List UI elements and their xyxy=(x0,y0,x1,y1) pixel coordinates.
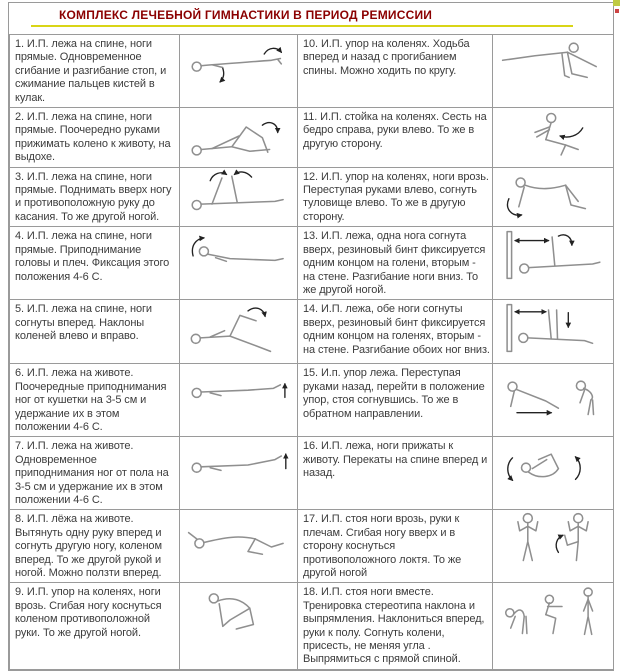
table-row xyxy=(10,35,614,108)
all-fours-side-bend-icon xyxy=(497,169,609,223)
exercise-9-text: 9. И.П. упор на коленях, ноги врозь. Сгибая ногу коснуться коленом противоположной руки. То же другой ногой. xyxy=(10,583,180,669)
exercise-8-text: 8. И.П. лёжа на животе. Вытянуть одну руку вперед и согнуть другую ногу, коленом вперед. То же другой рукой и ногой. Можно ползти вперед. xyxy=(10,510,180,583)
table-row xyxy=(10,227,614,300)
bend-squat-stand-icon xyxy=(497,584,609,638)
exercise-6-text: 6. И.П. лежа на животе. Поочередные приподнимания ног от кушетки на 3-5 см и удержание их в этом положении 4-6 С. xyxy=(10,364,180,437)
exercise-18-text: 18. И.П. стоя ноги вместе. Тренировка стереотипа наклона и выпрямления. Наклониться вперед, руки к полу. Согнуть колени, присесть, не меняя угла . Выпрямиться с прямой спиной. xyxy=(298,583,493,669)
table-row xyxy=(10,437,614,510)
table-row xyxy=(10,510,614,583)
exercise-14-text: 14. И.П. лежа, обе ноги согнуты вверх, резиновый бинт фиксируется одним концом на голенях, вторым - на стене. Разгибание обоих ног вниз. xyxy=(298,300,493,364)
supine-leg-arm-raise-icon xyxy=(183,169,295,223)
exercise-13-text: 13. И.П. лежа, одна нога согнута вверх, резиновый бинт фиксируется одним концом на голени, вторым - на стене. Разгибание ноги вниз. То же другой ногой. xyxy=(298,227,493,300)
back-rolls-icon xyxy=(497,438,609,492)
exercise-2-illustration xyxy=(180,108,298,168)
band-one-leg-wall-icon xyxy=(497,228,609,282)
prone-crawl-icon xyxy=(183,511,295,565)
standing-knee-to-elbow-icon xyxy=(497,511,609,565)
exercise-12-text: 12. И.П. упор на коленях, ноги врозь. Переступая руками влево, согнуть туловище влево. То же в другую сторону. xyxy=(298,167,493,227)
table-row xyxy=(10,364,614,437)
exercise-17-illustration xyxy=(493,510,614,583)
all-fours-walk-icon xyxy=(497,36,609,90)
exercise-3-text: 3. И.П. лежа на спине, ноги прямые. Поднимать вверх ногу и противоположную руку до касания. То же другой ногой. xyxy=(10,167,180,227)
exercise-11-illustration xyxy=(493,108,614,168)
exercise-7-illustration xyxy=(180,437,298,510)
exercise-15-illustration xyxy=(493,364,614,437)
exercise-9-illustration xyxy=(180,583,298,669)
all-fours-knee-to-hand-icon xyxy=(183,584,295,638)
exercise-sheet xyxy=(8,2,614,671)
exercise-table-body xyxy=(10,35,614,670)
exercise-4-text: 4. И.П. лежа на спине, ноги прямые. Приподнимание головы и плеч. Фиксация этого положения 4-6 С. xyxy=(10,227,180,300)
table-row xyxy=(10,108,614,168)
exercise-17-text: 17. И.П. стоя ноги врозь, руки к плечам. Сгибая ногу вверх и в сторону коснуться противоположного локтя. То же другой ногой xyxy=(298,510,493,583)
table-row xyxy=(10,583,614,669)
corner-red-mark xyxy=(615,9,619,13)
supine-knee-tilts-icon xyxy=(183,301,295,355)
exercise-1-text: 1. И.П. лежа на спине, ноги прямые. Одновременное сгибание и разгибание стоп, и сжимание пальцев кистей в кулак. xyxy=(10,35,180,108)
supine-foot-and-hand-flex-icon xyxy=(183,36,295,90)
exercise-5-illustration xyxy=(180,300,298,364)
plank-to-stand-walk-icon xyxy=(497,365,609,419)
exercise-13-illustration xyxy=(493,227,614,300)
supine-knee-to-chest-icon xyxy=(183,109,295,163)
page-title: КОМПЛЕКС ЛЕЧЕБНОЙ ГИМНАСТИКИ В ПЕРИОД РЕМИССИИ xyxy=(59,8,433,22)
table-row xyxy=(10,300,614,364)
exercise-3-illustration xyxy=(180,167,298,227)
exercise-7-text: 7. И.П. лежа на животе. Одновременное приподнимания ног от пола на 3-5 см и удержание их в этом положении 4-6 С. xyxy=(10,437,180,510)
exercise-15-text: 15. И.п. упор лежа. Переступая руками назад, перейти в положение упор, стоя согнувшись. То же в обратном направлении. xyxy=(298,364,493,437)
table-row xyxy=(10,167,614,227)
prone-alternate-leg-raise-icon xyxy=(183,365,295,419)
exercise-16-text: 16. И.П. лежа, ноги прижаты к животу. Перекаты на спине вперед и назад. xyxy=(298,437,493,510)
exercise-1-illustration xyxy=(180,35,298,108)
exercise-11-text: 11. И.П. стойка на коленях. Сесть на бедро справа, руки влево. То же в другую сторону. xyxy=(298,108,493,168)
exercise-table xyxy=(9,34,614,670)
corner-green-mark xyxy=(613,0,620,6)
title-underline xyxy=(31,25,573,27)
supine-head-lift-icon xyxy=(183,228,295,282)
exercise-16-illustration xyxy=(493,437,614,510)
corner-artifact xyxy=(613,0,620,14)
exercise-5-text: 5. И.П. лежа на спине, ноги согнуты вперед. Наклоны коленей влево и вправо. xyxy=(10,300,180,364)
exercise-10-text: 10. И.П. упор на коленях. Ходьба вперед и назад с прогибанием спины. Можно ходить по кругу. xyxy=(298,35,493,108)
kneel-sit-to-hip-icon xyxy=(497,109,609,163)
exercise-14-illustration xyxy=(493,300,614,364)
band-both-legs-wall-icon xyxy=(497,301,609,355)
exercise-10-illustration xyxy=(493,35,614,108)
exercise-12-illustration xyxy=(493,167,614,227)
exercise-6-illustration xyxy=(180,364,298,437)
exercise-4-illustration xyxy=(180,227,298,300)
prone-both-legs-raise-icon xyxy=(183,438,295,492)
exercise-18-illustration xyxy=(493,583,614,669)
exercise-8-illustration xyxy=(180,510,298,583)
exercise-2-text: 2. И.П. лежа на спине, ноги прямые. Поочередно руками прижимать колено к животу, на выдохе. xyxy=(10,108,180,168)
